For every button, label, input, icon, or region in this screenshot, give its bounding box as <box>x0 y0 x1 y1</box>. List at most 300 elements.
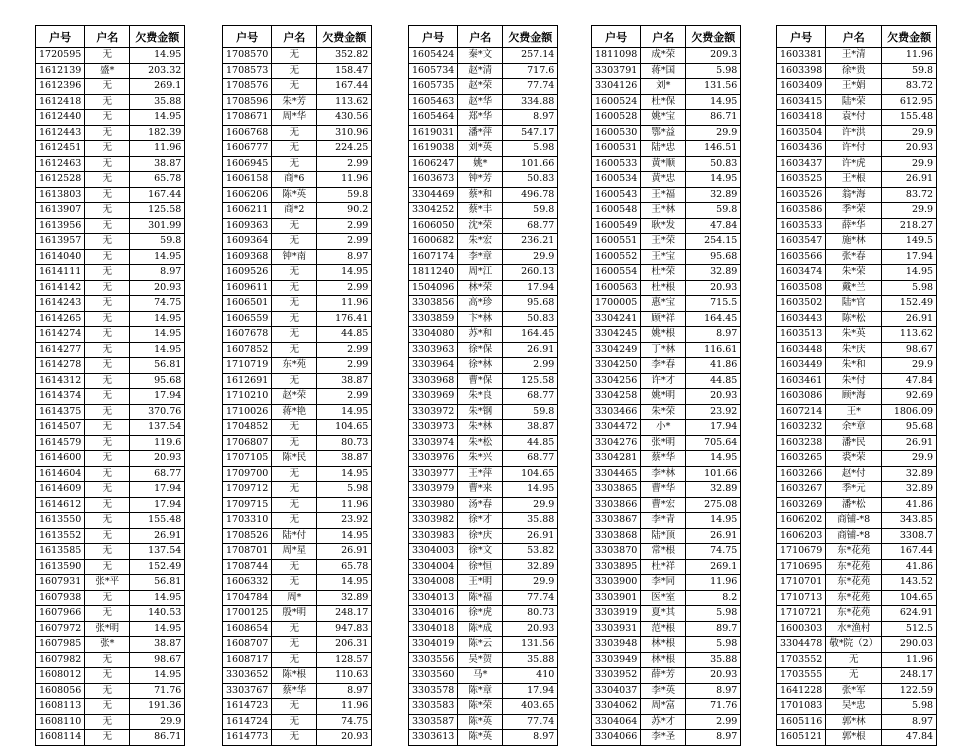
table-header-row <box>409 26 558 48</box>
account-no-cell: 3304013 <box>409 590 458 606</box>
account-name-cell: 小* <box>641 420 686 436</box>
table-row <box>592 637 741 653</box>
table-row <box>409 218 558 234</box>
account-no-cell: 1619038 <box>409 141 458 157</box>
arrears-amount-cell: 104.65 <box>503 466 558 482</box>
account-no-cell: 3304252 <box>409 203 458 219</box>
table-row <box>592 652 741 668</box>
account-name-cell: 朱*松 <box>458 435 503 451</box>
account-name-cell: 无 <box>85 79 130 95</box>
account-name-cell: 姚*根 <box>641 327 686 343</box>
table-row <box>409 497 558 513</box>
account-name-cell: 无 <box>85 420 130 436</box>
arrears-amount-cell: 131.56 <box>503 637 558 653</box>
table-row <box>36 699 185 715</box>
account-name-cell: 曹*宏 <box>641 497 686 513</box>
table-row <box>223 265 372 281</box>
arrears-amount-cell: 2.99 <box>503 358 558 374</box>
arrears-amount-cell: 410 <box>503 668 558 684</box>
account-no-cell: 3303767 <box>223 683 272 699</box>
table-row <box>409 730 558 746</box>
table-row <box>36 621 185 637</box>
table-row <box>592 327 741 343</box>
account-no-cell: 1614609 <box>36 482 85 498</box>
arrears-amount-cell: 167.44 <box>882 544 937 560</box>
table-row <box>409 234 558 250</box>
table-row <box>777 668 937 684</box>
table-row <box>223 373 372 389</box>
arrears-amount-cell: 17.94 <box>130 389 185 405</box>
account-name-cell: 无 <box>85 48 130 64</box>
account-no-cell: 1603266 <box>777 466 826 482</box>
table-row <box>592 559 741 575</box>
table-row <box>777 79 937 95</box>
table-row <box>777 497 937 513</box>
account-no-cell: 1612691 <box>223 373 272 389</box>
account-no-cell: 1600552 <box>592 249 641 265</box>
account-no-cell: 1605116 <box>777 714 826 730</box>
table-row <box>36 497 185 513</box>
account-name-cell: 东*花苑 <box>826 544 882 560</box>
arrears-amount-cell: 29.9 <box>882 125 937 141</box>
account-no-cell: 1605735 <box>409 79 458 95</box>
account-name-cell: 周*星 <box>272 544 317 560</box>
table-row <box>36 218 185 234</box>
account-name-cell: 杜*根 <box>641 280 686 296</box>
account-no-cell: 3304008 <box>409 575 458 591</box>
account-name-cell: 无 <box>272 156 317 172</box>
account-name-cell: 李*英 <box>641 683 686 699</box>
account-no-cell: 1608012 <box>36 668 85 684</box>
table-row <box>592 311 741 327</box>
account-no-cell: 1606202 <box>777 513 826 529</box>
account-name-cell: 无 <box>85 590 130 606</box>
account-no-cell: 1608707 <box>223 637 272 653</box>
arrears-amount-header: 欠费金额 <box>503 26 558 48</box>
account-no-cell: 1600548 <box>592 203 641 219</box>
account-no-cell: 1603265 <box>777 451 826 467</box>
table-row <box>223 79 372 95</box>
account-no-cell: 1612139 <box>36 63 85 79</box>
table-row <box>409 342 558 358</box>
arrears-amount-cell: 14.95 <box>686 513 741 529</box>
arrears-amount-cell: 2.99 <box>317 234 372 250</box>
arrears-amount-cell: 8.97 <box>503 110 558 126</box>
table-row <box>409 249 558 265</box>
arrears-amount-cell: 301.99 <box>130 218 185 234</box>
table-row <box>777 265 937 281</box>
account-no-cell: 1614374 <box>36 389 85 405</box>
arrears-amount-cell: 947.83 <box>317 621 372 637</box>
arrears-amount-cell: 8.97 <box>686 327 741 343</box>
account-name-cell: 陈*英 <box>458 714 503 730</box>
arrears-amount-cell: 2.99 <box>686 714 741 730</box>
account-name-cell: 陈*章 <box>458 683 503 699</box>
account-no-cell: 3304281 <box>592 451 641 467</box>
account-no-cell: 3303977 <box>409 466 458 482</box>
table-row <box>223 575 372 591</box>
account-name-cell: 无 <box>272 311 317 327</box>
arrears-amount-cell: 2.99 <box>317 342 372 358</box>
account-name-cell: 王*萍 <box>458 466 503 482</box>
account-no-cell: 1600563 <box>592 280 641 296</box>
table-row <box>223 451 372 467</box>
arrears-amount-cell: 11.96 <box>882 652 937 668</box>
account-name-cell: 赵*荣 <box>272 389 317 405</box>
table-row <box>592 172 741 188</box>
account-name-cell: 林*根 <box>641 637 686 653</box>
account-name-cell: 李*同 <box>641 575 686 591</box>
arrears-amount-cell: 14.95 <box>317 575 372 591</box>
table-row <box>36 714 185 730</box>
account-name-cell: 无 <box>272 63 317 79</box>
arrears-amount-cell: 705.64 <box>686 435 741 451</box>
table-row <box>223 606 372 622</box>
table-row <box>777 621 937 637</box>
table-row <box>592 48 741 64</box>
account-name-cell: 无 <box>85 327 130 343</box>
table-row <box>409 327 558 343</box>
table-row <box>223 172 372 188</box>
account-no-cell: 1607931 <box>36 575 85 591</box>
arrears-amount-cell: 5.98 <box>686 63 741 79</box>
account-name-cell: 无 <box>85 172 130 188</box>
account-no-cell: 3303870 <box>592 544 641 560</box>
table-row <box>409 668 558 684</box>
table-row <box>409 606 558 622</box>
arrears-amount-cell: 158.47 <box>317 63 372 79</box>
arrears-amount-cell: 352.82 <box>317 48 372 64</box>
account-no-cell: 1606945 <box>223 156 272 172</box>
arrears-amount-cell: 29.9 <box>882 451 937 467</box>
table-row <box>223 342 372 358</box>
table-row <box>592 373 741 389</box>
account-name-cell: 陈*民 <box>272 451 317 467</box>
table-row <box>223 528 372 544</box>
account-no-cell: 1619031 <box>409 125 458 141</box>
table-row <box>592 265 741 281</box>
arrears-amount-cell: 41.86 <box>686 358 741 374</box>
table-row <box>223 94 372 110</box>
arrears-amount-cell: 32.89 <box>686 265 741 281</box>
account-no-cell: 1606501 <box>223 296 272 312</box>
table-row <box>223 311 372 327</box>
arrears-amount-cell: 547.17 <box>503 125 558 141</box>
account-name-cell: 张* <box>85 637 130 653</box>
account-no-cell: 3303867 <box>592 513 641 529</box>
table-row <box>223 544 372 560</box>
arrears-amount-cell: 218.27 <box>882 218 937 234</box>
account-name-cell: 东*花苑 <box>826 575 882 591</box>
account-name-cell: 无 <box>85 497 130 513</box>
account-name-cell: 杜*保 <box>641 94 686 110</box>
arrears-amount-cell: 8.97 <box>503 730 558 746</box>
account-no-cell: 1603449 <box>777 358 826 374</box>
account-name-cell: 无 <box>85 358 130 374</box>
arrears-amount-cell: 68.77 <box>503 218 558 234</box>
account-no-cell: 1603381 <box>777 48 826 64</box>
account-name-cell: 马* <box>458 668 503 684</box>
account-no-cell: 1710210 <box>223 389 272 405</box>
account-name-cell: 张*明 <box>85 621 130 637</box>
table-row <box>777 637 937 653</box>
account-name-cell: 朱*兴 <box>458 451 503 467</box>
account-no-cell: 3303979 <box>409 482 458 498</box>
table-row <box>777 141 937 157</box>
arrears-amount-cell: 14.95 <box>130 327 185 343</box>
table-row <box>36 652 185 668</box>
arrears-amount-cell: 403.65 <box>503 699 558 715</box>
table-row <box>592 435 741 451</box>
table-row <box>409 79 558 95</box>
account-name-cell: 无 <box>272 730 317 746</box>
arrears-amount-cell: 53.82 <box>503 544 558 560</box>
table-row <box>409 590 558 606</box>
account-no-cell: 1603547 <box>777 234 826 250</box>
arrears-amount-cell: 2.99 <box>317 358 372 374</box>
table-row <box>409 637 558 653</box>
account-name-cell: 卞*林 <box>458 311 503 327</box>
arrears-amount-cell: 717.6 <box>503 63 558 79</box>
table-row <box>36 451 185 467</box>
table-row <box>592 125 741 141</box>
account-no-cell: 3304245 <box>592 327 641 343</box>
arrears-amount-cell: 59.8 <box>882 63 937 79</box>
account-no-cell: 1613907 <box>36 203 85 219</box>
account-name-cell: 无 <box>85 265 130 281</box>
arrears-amount-cell: 29.9 <box>882 203 937 219</box>
account-name-cell: 无 <box>272 714 317 730</box>
account-no-cell: 1708570 <box>223 48 272 64</box>
table-row <box>36 590 185 606</box>
account-name-cell: 蔡*华 <box>641 451 686 467</box>
account-no-cell: 3304478 <box>777 637 826 653</box>
arrears-amount-cell: 8.97 <box>317 683 372 699</box>
table-row <box>409 265 558 281</box>
account-name-cell: 无 <box>272 296 317 312</box>
account-name-cell: 商*6 <box>272 172 317 188</box>
account-name-cell: 王*福 <box>641 187 686 203</box>
arrears-amount-cell: 1806.09 <box>882 404 937 420</box>
account-name-cell: 袁*付 <box>826 110 882 126</box>
account-name-cell: 曹*来 <box>458 482 503 498</box>
account-no-cell: 1605734 <box>409 63 458 79</box>
table-row <box>592 234 741 250</box>
table-row <box>409 544 558 560</box>
table-row <box>592 590 741 606</box>
account-name-cell: 王*娟 <box>826 79 882 95</box>
account-name-cell: 周* <box>272 590 317 606</box>
account-no-cell: 1607982 <box>36 652 85 668</box>
arrears-amount-cell: 68.77 <box>503 389 558 405</box>
arrears-amount-cell: 26.91 <box>686 528 741 544</box>
account-no-cell: 1609364 <box>223 234 272 250</box>
account-name-cell: 王*根 <box>826 172 882 188</box>
account-no-cell: 1700125 <box>223 606 272 622</box>
table-row <box>36 125 185 141</box>
account-no-cell: 1708573 <box>223 63 272 79</box>
account-name-cell: 杜*荣 <box>641 265 686 281</box>
account-name-cell: 无 <box>272 559 317 575</box>
table-row <box>36 234 185 250</box>
arrears-amount-cell: 35.88 <box>503 652 558 668</box>
table-row <box>777 48 937 64</box>
account-name-cell: 商*2 <box>272 203 317 219</box>
table-row <box>36 79 185 95</box>
arrears-amount-cell: 290.03 <box>882 637 937 653</box>
arrears-amount-cell: 140.53 <box>130 606 185 622</box>
table-row <box>36 466 185 482</box>
table-row <box>777 234 937 250</box>
arrears-amount-cell: 167.44 <box>317 79 372 95</box>
account-no-cell: 3303868 <box>592 528 641 544</box>
account-name-cell: 陆*付 <box>272 528 317 544</box>
table-row <box>592 280 741 296</box>
table-row <box>36 513 185 529</box>
arrears-amount-cell: 83.72 <box>882 187 937 203</box>
table-row <box>409 125 558 141</box>
account-no-cell: 3304003 <box>409 544 458 560</box>
arrears-amount-cell: 14.95 <box>130 668 185 684</box>
account-name-cell: 无 <box>85 125 130 141</box>
account-name-cell: 耿*发 <box>641 218 686 234</box>
account-no-cell: 1603513 <box>777 327 826 343</box>
account-no-cell: 3303866 <box>592 497 641 513</box>
account-name-cell: 陆*忠 <box>641 141 686 157</box>
arrears-amount-cell: 20.93 <box>130 451 185 467</box>
account-no-cell: 1811098 <box>592 48 641 64</box>
table-row <box>777 451 937 467</box>
account-name-cell: 王*明 <box>458 575 503 591</box>
arrears-amount-cell: 20.93 <box>882 141 937 157</box>
account-name-cell: 无 <box>272 420 317 436</box>
account-no-cell: 1603502 <box>777 296 826 312</box>
table-row <box>777 187 937 203</box>
account-no-cell: 3303652 <box>223 668 272 684</box>
account-no-header: 户号 <box>223 26 272 48</box>
arrears-amount-cell: 41.86 <box>882 497 937 513</box>
table-row <box>777 420 937 436</box>
account-no-cell: 1607678 <box>223 327 272 343</box>
table-row <box>409 482 558 498</box>
arrears-amount-cell: 254.15 <box>686 234 741 250</box>
arrears-amount-cell: 203.32 <box>130 63 185 79</box>
table-header-row <box>777 26 937 48</box>
account-no-cell: 3304256 <box>592 373 641 389</box>
table-row <box>36 187 185 203</box>
account-name-cell: 陆*官 <box>826 296 882 312</box>
table-row <box>777 482 937 498</box>
table-row <box>409 63 558 79</box>
account-name-cell: 陈*成 <box>458 621 503 637</box>
arrears-amount-cell: 77.74 <box>503 79 558 95</box>
table-row <box>409 420 558 436</box>
arrears-amount-cell: 155.48 <box>130 513 185 529</box>
arrears-amount-cell: 50.83 <box>503 311 558 327</box>
table-row <box>36 94 185 110</box>
account-name-cell: 无 <box>272 482 317 498</box>
table-row <box>223 683 372 699</box>
account-name-cell: 钟*南 <box>272 249 317 265</box>
table-row <box>592 466 741 482</box>
account-no-cell: 1710721 <box>777 606 826 622</box>
table-row <box>777 528 937 544</box>
arrears-amount-cell: 44.85 <box>317 327 372 343</box>
table-row <box>36 730 185 746</box>
table-row <box>777 327 937 343</box>
arrears-amount-cell: 38.87 <box>317 373 372 389</box>
account-no-header: 户号 <box>409 26 458 48</box>
account-no-cell: 1703310 <box>223 513 272 529</box>
account-no-header: 户号 <box>36 26 85 48</box>
account-no-cell: 1612418 <box>36 94 85 110</box>
account-name-cell: 无 <box>272 125 317 141</box>
account-name-cell: 徐*才 <box>458 513 503 529</box>
account-no-cell: 1608056 <box>36 683 85 699</box>
account-name-cell: 王*宝 <box>641 249 686 265</box>
arrears-amount-cell: 110.63 <box>317 668 372 684</box>
table-row <box>777 559 937 575</box>
arrears-amount-cell: 26.91 <box>503 342 558 358</box>
account-no-cell: 1614507 <box>36 420 85 436</box>
account-no-cell: 1710695 <box>777 559 826 575</box>
account-no-cell: 1612440 <box>36 110 85 126</box>
table-row <box>409 513 558 529</box>
account-no-cell: 3303856 <box>409 296 458 312</box>
account-name-header: 户名 <box>85 26 130 48</box>
table-row <box>223 559 372 575</box>
account-no-cell: 3303964 <box>409 358 458 374</box>
account-name-cell: 东*花苑 <box>826 606 882 622</box>
table-row <box>409 311 558 327</box>
account-name-cell: 吴*贺 <box>458 652 503 668</box>
table-row <box>777 342 937 358</box>
arrears-amount-cell: 68.77 <box>130 466 185 482</box>
table-row <box>223 63 372 79</box>
account-name-header: 户名 <box>458 26 503 48</box>
arrears-amount-cell: 14.95 <box>317 528 372 544</box>
account-name-cell: 朱*良 <box>458 389 503 405</box>
arrears-amount-cell: 59.8 <box>686 203 741 219</box>
account-no-cell: 3303583 <box>409 699 458 715</box>
account-no-cell: 1504096 <box>409 280 458 296</box>
arrears-table-2 <box>222 25 372 746</box>
arrears-amount-cell: 38.87 <box>130 156 185 172</box>
account-no-cell: 1614278 <box>36 358 85 374</box>
table-row <box>592 404 741 420</box>
account-name-cell: 朱*芳 <box>272 94 317 110</box>
arrears-amount-cell: 74.75 <box>317 714 372 730</box>
table-row <box>409 435 558 451</box>
account-name-cell: 张*明 <box>641 435 686 451</box>
account-no-cell: 3304469 <box>409 187 458 203</box>
account-no-cell: 1709715 <box>223 497 272 513</box>
arrears-amount-cell: 32.89 <box>317 590 372 606</box>
account-name-cell: 徐*林 <box>458 358 503 374</box>
account-no-cell: 1609611 <box>223 280 272 296</box>
table-row <box>36 327 185 343</box>
arrears-amount-cell: 26.91 <box>882 435 937 451</box>
table-row <box>777 311 937 327</box>
arrears-amount-cell: 20.93 <box>317 730 372 746</box>
arrears-amount-cell: 65.78 <box>317 559 372 575</box>
account-name-cell: 无 <box>85 342 130 358</box>
arrears-amount-cell: 8.97 <box>686 730 741 746</box>
account-name-cell: 林*荣 <box>458 280 503 296</box>
arrears-amount-cell: 44.85 <box>503 435 558 451</box>
account-name-cell: 东*花苑 <box>826 590 882 606</box>
account-name-cell: 许*洪 <box>826 125 882 141</box>
